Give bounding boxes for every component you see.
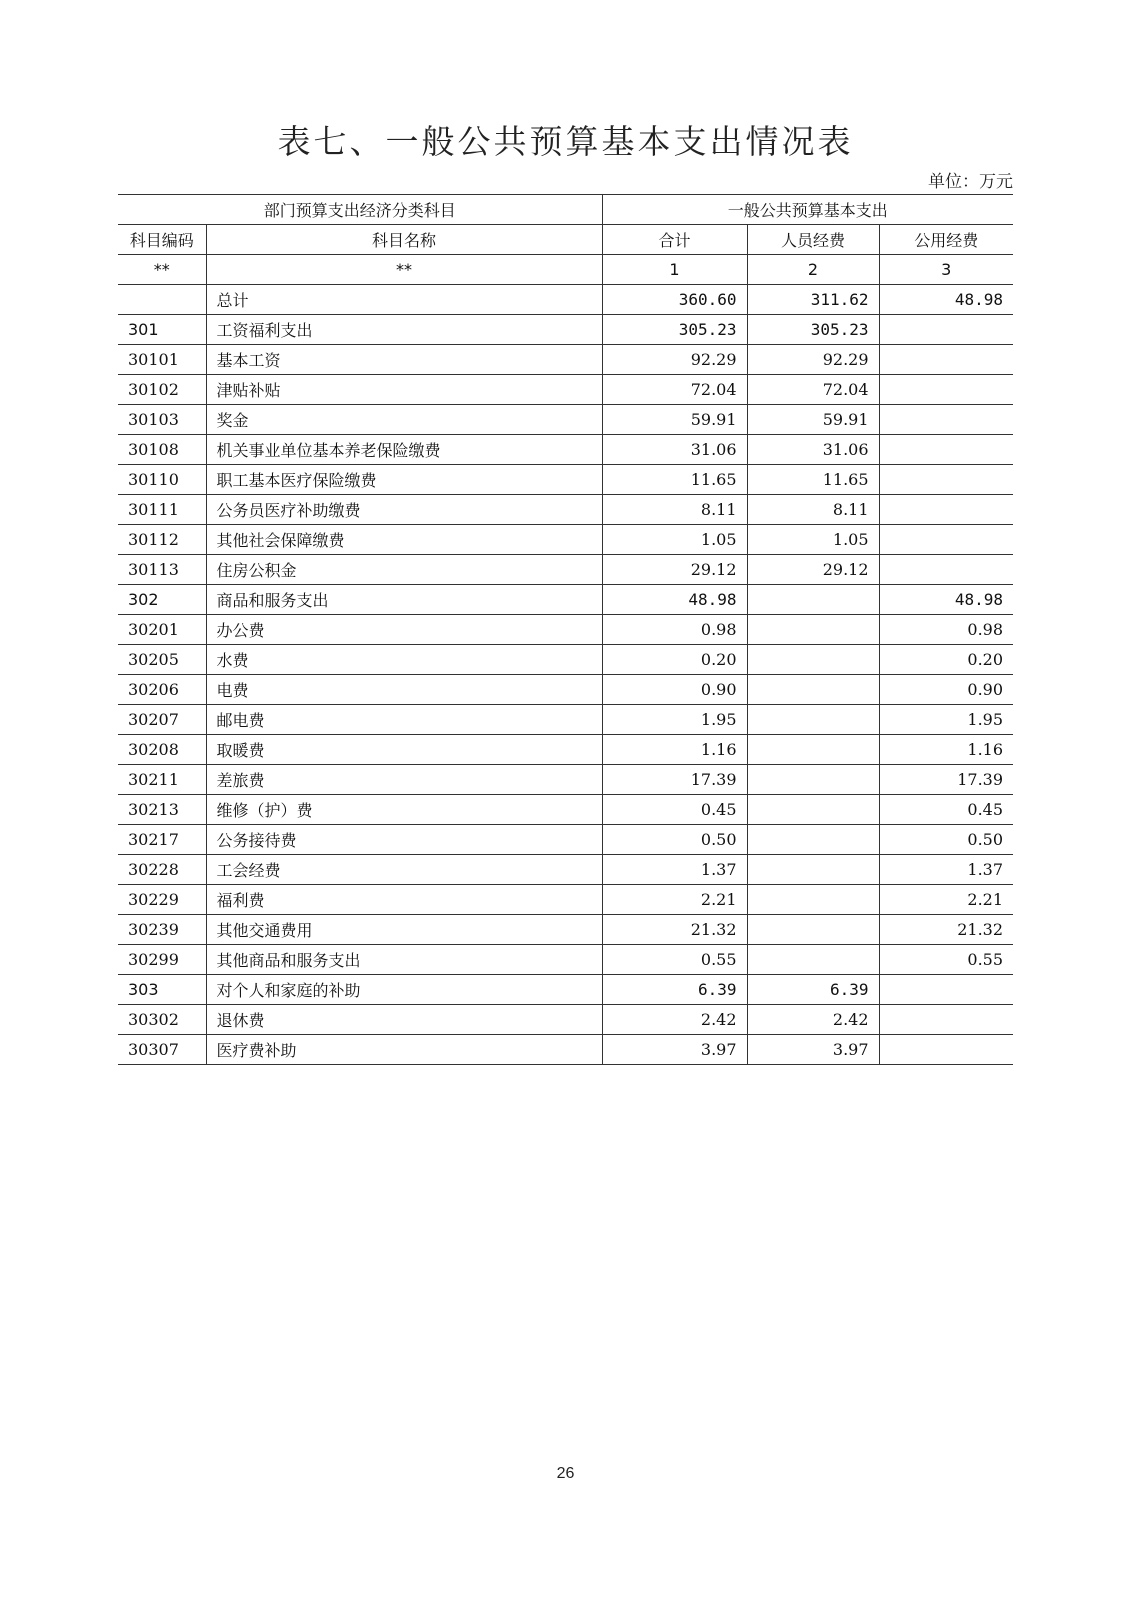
cell-public xyxy=(879,345,1013,375)
cell-name: 水费 xyxy=(206,645,602,675)
cell-total: 72.04 xyxy=(602,375,747,405)
cell-total: 29.12 xyxy=(602,555,747,585)
cell-personnel: 2.42 xyxy=(747,1005,879,1035)
table-row xyxy=(118,675,1013,705)
cell-total: 21.32 xyxy=(602,915,747,945)
index-public: 3 xyxy=(879,255,1013,285)
cell-personnel: 72.04 xyxy=(747,375,879,405)
cell-public: 1.16 xyxy=(879,735,1013,765)
table-body xyxy=(118,285,1013,1065)
header-code: 科目编码 xyxy=(118,225,206,255)
index-name: ** xyxy=(206,255,602,285)
table-row xyxy=(118,555,1013,585)
table-row xyxy=(118,435,1013,465)
cell-personnel xyxy=(747,675,879,705)
header-group-row xyxy=(118,195,1013,225)
table-row xyxy=(118,405,1013,435)
cell-name: 基本工资 xyxy=(206,345,602,375)
cell-personnel xyxy=(747,705,879,735)
cell-public xyxy=(879,495,1013,525)
cell-personnel: 311.62 xyxy=(747,285,879,315)
cell-total: 6.39 xyxy=(602,975,747,1005)
cell-code: 30110 xyxy=(118,465,206,495)
cell-public xyxy=(879,525,1013,555)
cell-name: 公务员医疗补助缴费 xyxy=(206,495,602,525)
cell-code: 30206 xyxy=(118,675,206,705)
cell-total: 0.98 xyxy=(602,615,747,645)
cell-personnel: 305.23 xyxy=(747,315,879,345)
cell-code: 30307 xyxy=(118,1035,206,1065)
cell-public: 0.50 xyxy=(879,825,1013,855)
cell-name: 其他交通费用 xyxy=(206,915,602,945)
page-title: 表七、一般公共预算基本支出情况表 xyxy=(277,122,854,161)
cell-name: 邮电费 xyxy=(206,705,602,735)
cell-name: 机关事业单位基本养老保险缴费 xyxy=(206,435,602,465)
cell-code: 30101 xyxy=(118,345,206,375)
cell-total: 48.98 xyxy=(602,585,747,615)
table-row xyxy=(118,1035,1013,1065)
index-total: 1 xyxy=(602,255,747,285)
table-row xyxy=(118,465,1013,495)
cell-public: 48.98 xyxy=(879,285,1013,315)
cell-name: 津贴补贴 xyxy=(206,375,602,405)
table-row xyxy=(118,585,1013,615)
cell-personnel xyxy=(747,825,879,855)
cell-code: 30201 xyxy=(118,615,206,645)
table-row xyxy=(118,285,1013,315)
table-row xyxy=(118,1005,1013,1035)
table-row xyxy=(118,885,1013,915)
cell-code: 30239 xyxy=(118,915,206,945)
cell-total: 0.50 xyxy=(602,825,747,855)
table-row xyxy=(118,915,1013,945)
cell-name: 奖金 xyxy=(206,405,602,435)
header-column-row xyxy=(118,225,1013,255)
cell-public: 0.20 xyxy=(879,645,1013,675)
table-row xyxy=(118,825,1013,855)
table-row xyxy=(118,765,1013,795)
table-row xyxy=(118,615,1013,645)
cell-total: 1.37 xyxy=(602,855,747,885)
cell-code: 30108 xyxy=(118,435,206,465)
cell-public xyxy=(879,465,1013,495)
cell-public: 2.21 xyxy=(879,885,1013,915)
cell-code xyxy=(118,285,206,315)
cell-public: 1.95 xyxy=(879,705,1013,735)
cell-public xyxy=(879,315,1013,345)
table-row xyxy=(118,495,1013,525)
budget-table xyxy=(118,194,1013,1065)
cell-code: 303 xyxy=(118,975,206,1005)
cell-personnel: 11.65 xyxy=(747,465,879,495)
cell-public xyxy=(879,405,1013,435)
cell-code: 30211 xyxy=(118,765,206,795)
cell-public: 0.55 xyxy=(879,945,1013,975)
cell-total: 1.05 xyxy=(602,525,747,555)
cell-public: 21.32 xyxy=(879,915,1013,945)
table-row xyxy=(118,375,1013,405)
cell-public: 17.39 xyxy=(879,765,1013,795)
cell-personnel xyxy=(747,765,879,795)
cell-name: 福利费 xyxy=(206,885,602,915)
cell-code: 30228 xyxy=(118,855,206,885)
cell-personnel: 31.06 xyxy=(747,435,879,465)
table-row xyxy=(118,705,1013,735)
cell-public: 0.90 xyxy=(879,675,1013,705)
cell-total: 2.42 xyxy=(602,1005,747,1035)
cell-personnel xyxy=(747,615,879,645)
cell-name: 差旅费 xyxy=(206,765,602,795)
cell-personnel xyxy=(747,795,879,825)
cell-personnel: 8.11 xyxy=(747,495,879,525)
cell-personnel xyxy=(747,885,879,915)
table-row xyxy=(118,735,1013,765)
cell-name: 退休费 xyxy=(206,1005,602,1035)
cell-code: 30102 xyxy=(118,375,206,405)
index-code: ** xyxy=(118,255,206,285)
cell-personnel: 6.39 xyxy=(747,975,879,1005)
cell-personnel xyxy=(747,915,879,945)
cell-name: 医疗费补助 xyxy=(206,1035,602,1065)
cell-name: 工资福利支出 xyxy=(206,315,602,345)
table-row xyxy=(118,855,1013,885)
header-public: 公用经费 xyxy=(879,225,1013,255)
table-row xyxy=(118,525,1013,555)
cell-total: 2.21 xyxy=(602,885,747,915)
cell-name: 取暖费 xyxy=(206,735,602,765)
cell-total: 3.97 xyxy=(602,1035,747,1065)
cell-total: 0.20 xyxy=(602,645,747,675)
cell-code: 30213 xyxy=(118,795,206,825)
cell-code: 30103 xyxy=(118,405,206,435)
cell-total: 31.06 xyxy=(602,435,747,465)
cell-public xyxy=(879,1035,1013,1065)
cell-public: 48.98 xyxy=(879,585,1013,615)
cell-total: 59.91 xyxy=(602,405,747,435)
cell-public xyxy=(879,975,1013,1005)
cell-public xyxy=(879,375,1013,405)
table-row xyxy=(118,315,1013,345)
cell-code: 30302 xyxy=(118,1005,206,1035)
cell-code: 30299 xyxy=(118,945,206,975)
cell-total: 17.39 xyxy=(602,765,747,795)
cell-public: 0.98 xyxy=(879,615,1013,645)
cell-name: 公务接待费 xyxy=(206,825,602,855)
cell-total: 0.55 xyxy=(602,945,747,975)
cell-personnel: 29.12 xyxy=(747,555,879,585)
cell-name: 电费 xyxy=(206,675,602,705)
index-personnel: 2 xyxy=(747,255,879,285)
cell-public: 0.45 xyxy=(879,795,1013,825)
cell-total: 305.23 xyxy=(602,315,747,345)
cell-personnel: 59.91 xyxy=(747,405,879,435)
header-personnel: 人员经费 xyxy=(747,225,879,255)
cell-name: 对个人和家庭的补助 xyxy=(206,975,602,1005)
cell-personnel xyxy=(747,585,879,615)
cell-personnel: 3.97 xyxy=(747,1035,879,1065)
cell-code: 30113 xyxy=(118,555,206,585)
cell-name: 维修（护）费 xyxy=(206,795,602,825)
cell-personnel xyxy=(747,645,879,675)
unit-label: 单位：万元 xyxy=(928,172,1013,192)
cell-public xyxy=(879,435,1013,465)
cell-total: 1.16 xyxy=(602,735,747,765)
table-row xyxy=(118,795,1013,825)
cell-code: 30229 xyxy=(118,885,206,915)
cell-personnel xyxy=(747,855,879,885)
header-index-row xyxy=(118,255,1013,285)
cell-total: 11.65 xyxy=(602,465,747,495)
cell-personnel: 92.29 xyxy=(747,345,879,375)
cell-public xyxy=(879,555,1013,585)
page-number: 26 xyxy=(556,1465,575,1482)
cell-name: 办公费 xyxy=(206,615,602,645)
cell-total: 0.90 xyxy=(602,675,747,705)
cell-code: 301 xyxy=(118,315,206,345)
table-row xyxy=(118,975,1013,1005)
cell-personnel: 1.05 xyxy=(747,525,879,555)
header-group-right: 一般公共预算基本支出 xyxy=(602,195,1013,225)
cell-code: 30207 xyxy=(118,705,206,735)
cell-total: 0.45 xyxy=(602,795,747,825)
cell-name: 工会经费 xyxy=(206,855,602,885)
cell-code: 30112 xyxy=(118,525,206,555)
table-row xyxy=(118,945,1013,975)
cell-total: 360.60 xyxy=(602,285,747,315)
cell-code: 30208 xyxy=(118,735,206,765)
cell-name: 其他商品和服务支出 xyxy=(206,945,602,975)
header-total: 合计 xyxy=(602,225,747,255)
cell-public: 1.37 xyxy=(879,855,1013,885)
cell-name: 商品和服务支出 xyxy=(206,585,602,615)
cell-total: 8.11 xyxy=(602,495,747,525)
cell-name: 总计 xyxy=(206,285,602,315)
cell-name: 其他社会保障缴费 xyxy=(206,525,602,555)
cell-total: 92.29 xyxy=(602,345,747,375)
header-name: 科目名称 xyxy=(206,225,602,255)
cell-code: 30217 xyxy=(118,825,206,855)
cell-name: 住房公积金 xyxy=(206,555,602,585)
cell-code: 30205 xyxy=(118,645,206,675)
cell-total: 1.95 xyxy=(602,705,747,735)
cell-personnel xyxy=(747,945,879,975)
cell-public xyxy=(879,1005,1013,1035)
cell-code: 30111 xyxy=(118,495,206,525)
table-row xyxy=(118,345,1013,375)
cell-name: 职工基本医疗保险缴费 xyxy=(206,465,602,495)
cell-code: 302 xyxy=(118,585,206,615)
cell-personnel xyxy=(747,735,879,765)
header-group-left: 部门预算支出经济分类科目 xyxy=(118,195,602,225)
table-row xyxy=(118,645,1013,675)
